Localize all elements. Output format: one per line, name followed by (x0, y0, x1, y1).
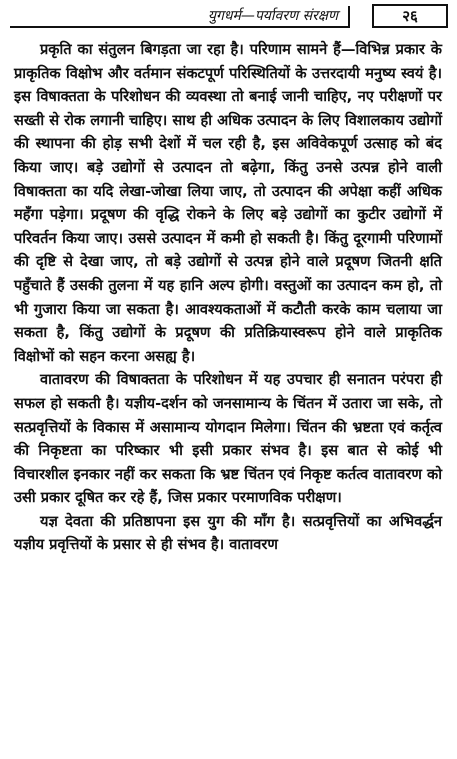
body-text (14, 38, 442, 557)
paragraph: प्रकृति का संतुलन बिगड़ता जा रहा है। परिणाम सामने हैं—विभिन्न प्रकार के प्राकृतिक विक्षोभ और वर्तमान संकटपूर्ण परिस्थितियों के उत्तरदायी मनुष्य स्वयं है। इस विषाक्तता के परिशोधन की व्यवस्था तो बनाई जानी चाहिए, नए परीक्षणों पर सख्ती से रोक लगानी चाहिए। साथ ही अधिक उत्पादन के लिए विशालकाय उद्योगों की स्थापना की होड़ सभी देशों में चल रही है, इस अविवेकपूर्ण उत्साह को बंद किया जाए। बड़े उद्योगों से उत्पादन तो बढ़ेगा, किंतु उनसे उत्पन्न होने वाली विषाक्तता का यदि लेखा-जोखा लिया जाए, तो उत्पादन की अपेक्षा कहीं अधिक महँगा पड़ेगा। प्रदूषण की वृद्धि रोकने के लिए बड़े उद्योगों का कुटीर उद्योगों में परिवर्तन किया जाए। उससे उत्पादन में कमी हो सकती है। किंतु दूरगामी परिणामों की दृष्टि से देखा जाए, तो बड़े उद्योगों से उत्पन्न होने वाले प्रदूषण जितनी क्षति पहुँचाते हैं उसकी तुलना में यह हानि अल्प होगी। वस्तुओं का उत्पादन कम हो, तो भी गुजारा किया जा सकता है। आवश्यकताओं में कटौती करके काम चलाया जा सकता है, किंतु उद्योगों के प्रदूषण की प्रतिक्रियास्वरूप होने वाले प्राकृतिक विक्षोभों को सहन करना असह्य है। (14, 41, 442, 365)
page-header (10, 4, 448, 30)
page-number: २६ (372, 4, 448, 28)
running-title: युगधर्म—पर्यावरण संरक्षण (10, 6, 350, 28)
paragraph: यज्ञ देवता की प्रतिष्ठापना इस युग की माँग है। सत्प्रवृत्तियों का अभिवर्द्धन यज्ञीय प्रवृत्तियों के प्रसार से ही संभव है। वातावरण (14, 512, 442, 554)
paragraph: वातावरण की विषाक्तता के परिशोधन में यह उपचार ही सनातन परंपरा ही सफल हो सकती है। यज्ञीय-दर्शन को जनसामान्य के चिंतन में उतारा जा सके, तो सत्प्रवृत्तियों के विकास में असामान्य योगदान मिलेगा। चिंतन की भ्रष्टता एवं कर्तृत्व की निकृष्टता का परिष्कार भी इसी प्रकार संभव है। इस बात से कोई भी विचारशील इनकार नहीं कर सकता कि भ्रष्ट चिंतन एवं निकृष्ट कर्तत्व वातावरण को उसी प्रकार दूषित कर रहे हैं, जिस प्रकार परमाणविक परीक्षण। (14, 371, 442, 507)
